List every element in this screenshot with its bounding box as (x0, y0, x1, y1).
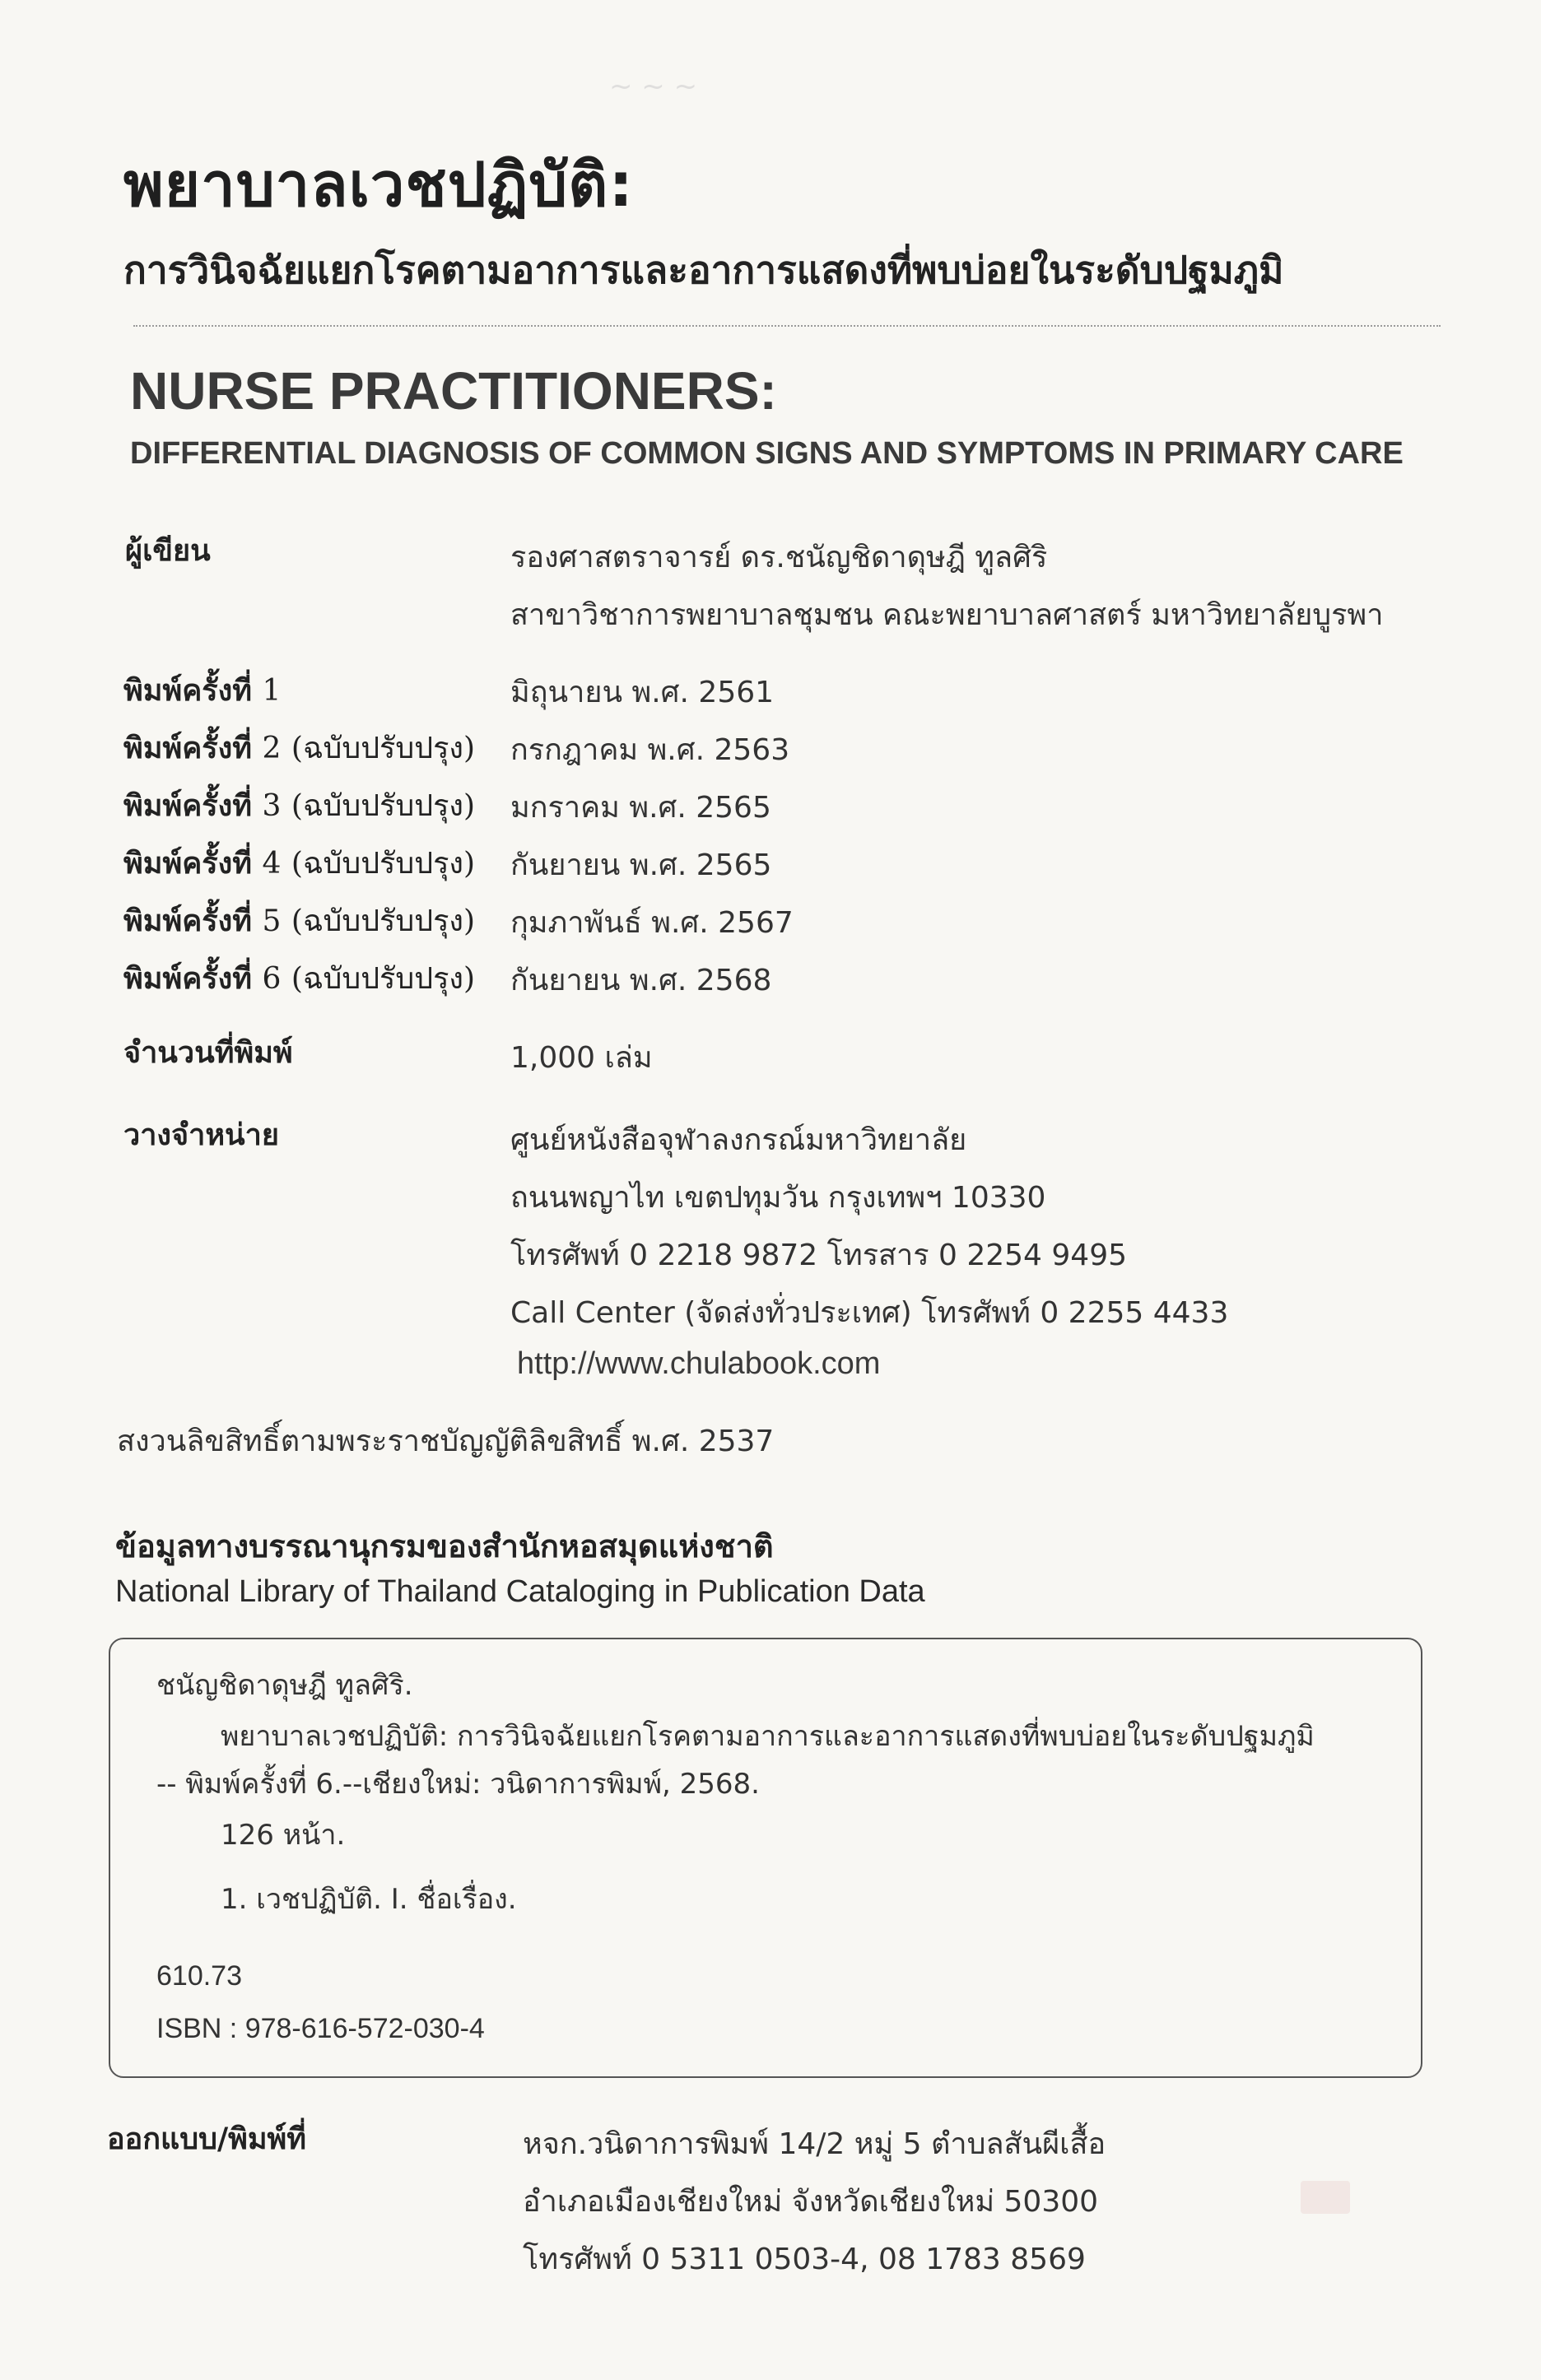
edition-date: มิถุนายน พ.ศ. 2561 (510, 676, 775, 709)
edition-label: พิมพ์ครั้งที่ 5 (ฉบับปรับปรุง) (123, 904, 476, 938)
printer-line: อำเภอเมืองเชียงใหม่ จังหวัดเชียงใหม่ 50300 (523, 2185, 1099, 2219)
edition-label: พิมพ์ครั้งที่ 4 (ฉบับปรับปรุง) (123, 846, 476, 881)
subtitle-english: DIFFERENTIAL DIAGNOSIS OF COMMON SIGNS AND SYMPTOMS IN PRIMARY CARE (130, 436, 1404, 471)
author-name: รองศาสตราจารย์ ดร.ชนัญชิดาดุษฎี ทูลศิริ (510, 541, 1048, 574)
edition-label: พิมพ์ครั้งที่ 2 (ฉบับปรับปรุง) (123, 731, 476, 765)
print-run-value: 1,000 เล่ม (510, 1041, 653, 1075)
edition-date: กรกฎาคม พ.ศ. 2563 (510, 733, 790, 767)
cip-author: ชนัญชิดาดุษฎี ทูลศิริ. (156, 1669, 413, 1702)
cip-edition-line: -- พิมพ์ครั้งที่ 6.--เชียงใหม่: วนิดาการพิมพ์, 2568. (156, 1768, 760, 1801)
ink-smudge (1301, 2181, 1350, 2214)
printer-label: ออกแบบ/พิมพ์ที่ (107, 2122, 307, 2156)
cip-title-thai: ข้อมูลทางบรรณานุกรมของสำนักหอสมุดแห่งชาติ (115, 1528, 774, 1564)
edition-label: พิมพ์ครั้งที่ 3 (ฉบับปรับปรุง) (123, 788, 476, 823)
dotted-divider (133, 325, 1441, 327)
edition-date: มกราคม พ.ศ. 2565 (510, 791, 771, 825)
author-label: ผู้เขียน (125, 533, 211, 568)
edition-date: กันยายน พ.ศ. 2565 (510, 848, 772, 882)
cip-isbn: ISBN : 978-616-572-030-4 (156, 2013, 485, 2044)
cip-classification: 610.73 (156, 1960, 242, 1992)
distribution-line: ถนนพญาไท เขตปทุมวัน กรุงเทพฯ 10330 (510, 1181, 1046, 1215)
title-thai: พยาบาลเวชปฏิบัติ: (123, 150, 634, 221)
print-run-label: จำนวนที่พิมพ์ (123, 1035, 293, 1070)
title-english: NURSE PRACTITIONERS: (130, 361, 777, 421)
cip-pages: 126 หน้า. (221, 1819, 346, 1852)
cip-title-line: พยาบาลเวชปฏิบัติ: การวินิจฉัยแยกโรคตามอาการและอาการแสดงที่พบบ่อยในระดับปฐมภูมิ (221, 1720, 1315, 1753)
copyright-notice: สงวนลิขสิทธิ์ตามพระราชบัญญัติลิขสิทธิ์ พ.ศ. 2537 (117, 1425, 775, 1458)
distribution-line: Call Center (จัดส่งทั่วประเทศ) โทรศัพท์ 0 2255 4433 (510, 1296, 1229, 1330)
subtitle-thai: การวินิจฉัยแยกโรคตามอาการและอาการแสดงที่พบบ่อยในระดับปฐมภูมิ (123, 248, 1284, 292)
cip-title-english: National Library of Thailand Cataloging in Publication Data (115, 1574, 925, 1609)
distribution-url: http://www.chulabook.com (517, 1346, 881, 1381)
author-affiliation: สาขาวิชาการพยาบาลชุมชน คณะพยาบาลศาสตร์ มหาวิทยาลัยบูรพา (510, 598, 1384, 632)
distribution-line: ศูนย์หนังสือจุฬาลงกรณ์มหาวิทยาลัย (510, 1123, 967, 1157)
edition-label: พิมพ์ครั้งที่ 6 (ฉบับปรับปรุง) (123, 961, 476, 996)
printer-line: โทรศัพท์ 0 5311 0503-4, 08 1783 8569 (523, 2243, 1086, 2276)
edition-date: กันยายน พ.ศ. 2568 (510, 964, 772, 997)
edition-date: กุมภาพันธ์ พ.ศ. 2567 (510, 906, 794, 940)
cip-subjects: 1. เวชปฏิบัติ. I. ชื่อเรื่อง. (221, 1883, 517, 1916)
bleed-through-smudge: ~ ~ ~ (609, 70, 698, 103)
distribution-label: วางจำหน่าย (123, 1118, 279, 1152)
printer-line: หจก.วนิดาการพิมพ์ 14/2 หมู่ 5 ตำบลสันผีเสื้อ (523, 2127, 1106, 2161)
distribution-line: โทรศัพท์ 0 2218 9872 โทรสาร 0 2254 9495 (510, 1239, 1128, 1272)
edition-label: พิมพ์ครั้งที่ 1 (123, 673, 282, 708)
